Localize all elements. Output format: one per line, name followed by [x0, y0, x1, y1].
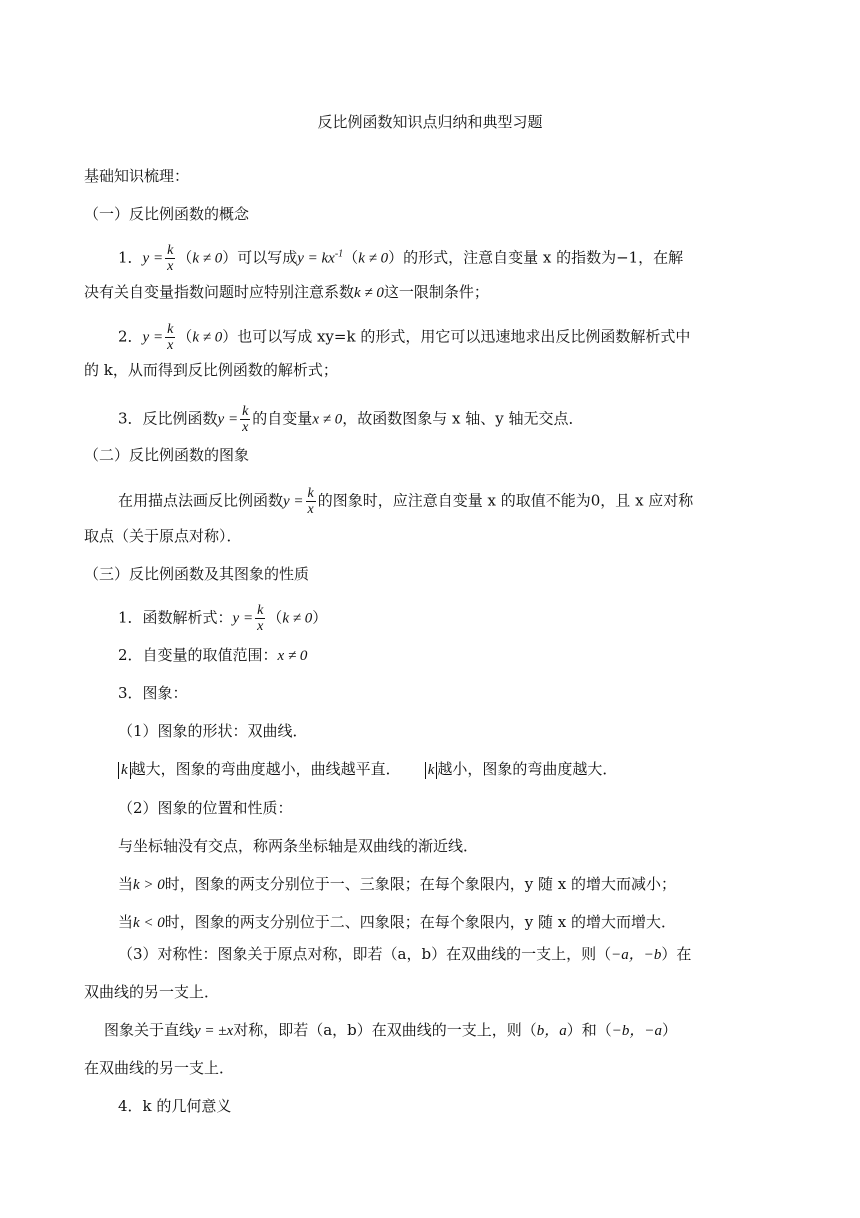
- para-2-line-2: 的 k，从而得到反比例函数的解析式；: [84, 361, 338, 379]
- prop-k-positive: 当k > 0时，图象的两支分别位于一、三象限；在每个象限内，y 随 x 的增大而减小；: [118, 875, 677, 893]
- para-2-line-1: 2．y = $\frac{k}{x}$ （k ≠ 0）也可以写成 xy=k 的形式，用它可以迅速地求出反比例函数解析式中: [118, 322, 691, 353]
- section-basics: 基础知识梳理：: [84, 167, 190, 185]
- para-3: 3．反比例函数y = $\frac{k}{x}$ 的自变量x ≠ 0，故函数图象与 x 轴、y 轴无交点．: [118, 404, 584, 435]
- prop-line-symmetry-line-1: 图象关于直线y = ±x对称，即若（a，b）在双曲线的一支上，则（b，a）和（−b，−a）: [104, 1021, 678, 1039]
- fraction-k-over-x: $\frac{k}{x}$: [167, 322, 174, 353]
- prop-3-2: （2）图象的位置和性质：: [118, 799, 293, 817]
- abs-k: k: [118, 762, 131, 779]
- prop-1: 1．函数解析式：y = $\frac{k}{x}$ （k ≠ 0）: [118, 603, 328, 634]
- fraction-k-over-x: $\frac{k}{x}$: [307, 486, 314, 517]
- fraction-k-over-x: $\frac{k}{x}$: [167, 243, 174, 274]
- prop-3: 3．图象：: [118, 684, 188, 702]
- heading-properties: （三）反比例函数及其图象的性质: [84, 565, 310, 583]
- fraction-k-over-x: $\frac{k}{x}$: [257, 603, 264, 634]
- heading-graph: （二）反比例函数的图象: [84, 446, 250, 464]
- prop-3-1: （1）图象的形状：双曲线．: [118, 722, 308, 740]
- para-1-line-2: 决有关自变量指数问题时应特别注意系数k ≠ 0这一限制条件；: [84, 283, 489, 301]
- fraction-k-over-x: $\frac{k}{x}$: [242, 404, 249, 435]
- abs-k: k: [425, 762, 438, 779]
- heading-concept: （一）反比例函数的概念: [84, 205, 250, 223]
- para-4-line-2: 取点（关于原点对称）．: [84, 527, 242, 545]
- prop-k-negative: 当k < 0时，图象的两支分别位于二、四象限；在每个象限内，y 随 x 的增大而增大．: [118, 913, 677, 931]
- para-4-line-1: 在用描点法画反比例函数y = $\frac{k}{x}$ 的图象时，应注意自变量 x 的取值不能为0，且 x 应对称: [118, 486, 694, 517]
- page-title: 反比例函数知识点归纳和典型习题: [317, 113, 543, 131]
- prop-4: 4．k 的几何意义: [118, 1097, 232, 1115]
- prop-2: 2．自变量的取值范围：x ≠ 0: [118, 646, 308, 664]
- prop-abs-k: k 越大，图象的弯曲度越小，曲线越平直． k 越小，图象的弯曲度越大．: [118, 759, 617, 779]
- prop-symmetry-line-1: （3）对称性：图象关于原点对称，即若（a，b）在双曲线的一支上，则（−a，−b）在: [118, 945, 692, 963]
- prop-line-symmetry-line-2: 在双曲线的另一支上．: [84, 1059, 235, 1077]
- prop-asymptote: 与坐标轴没有交点，称两条坐标轴是双曲线的渐近线．: [118, 837, 479, 855]
- para-1-line-1: 1．y = $\frac{k}{x}$ （k ≠ 0）可以写成$y = kx^{-1}(k \ne 0)$的形式，注意自变量 x 的指数为−1，在解: [118, 243, 684, 274]
- prop-symmetry-line-2: 双曲线的另一支上．: [84, 983, 220, 1001]
